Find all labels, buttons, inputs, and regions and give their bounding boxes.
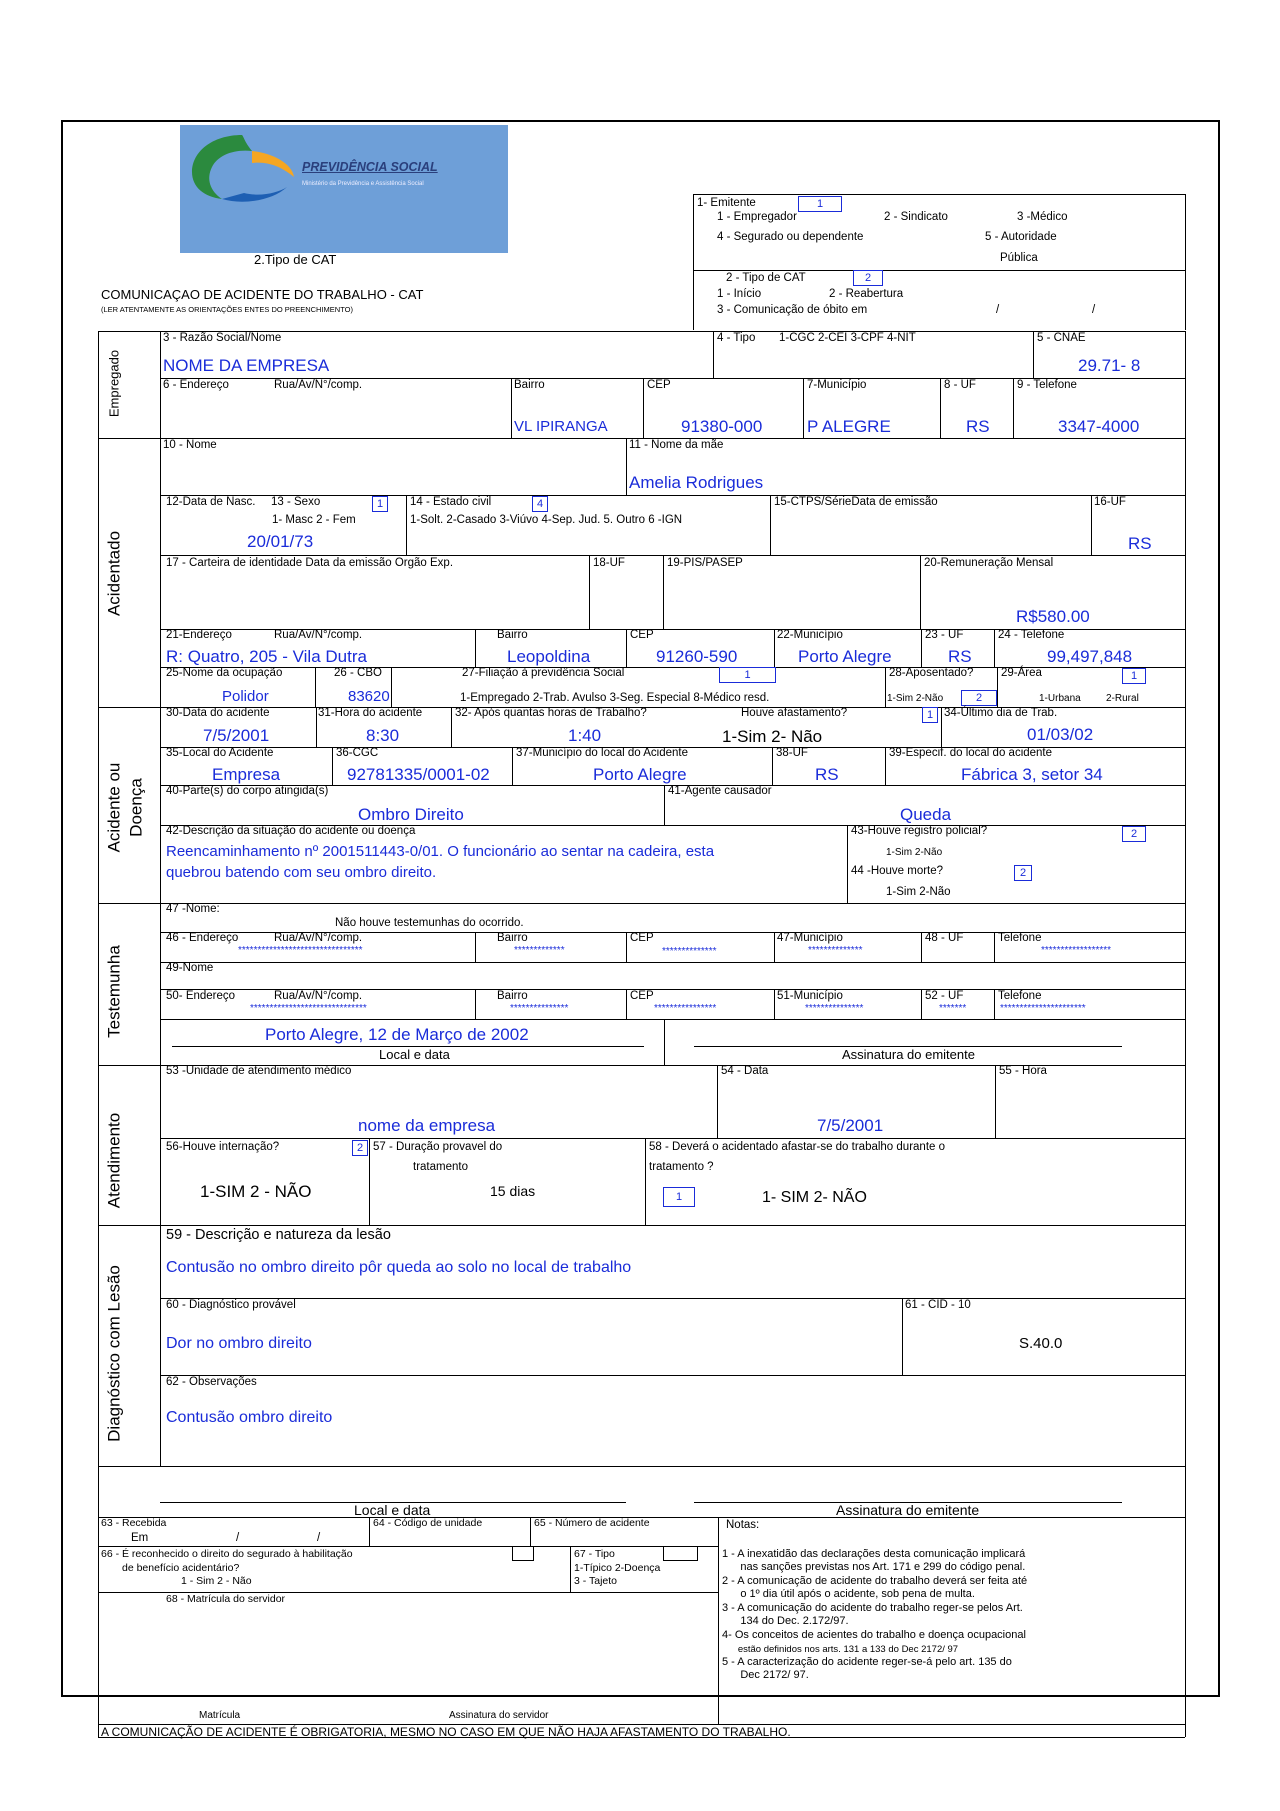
uf48-label: 48 - UF	[925, 932, 964, 944]
cgc36-value: 92781335/0001-02	[347, 765, 490, 784]
nome49-label: 49-Nome	[166, 962, 214, 974]
uf-label: 8 - UF	[944, 379, 976, 391]
ocup-value: Polidor	[222, 688, 269, 705]
ocup-label: 25-Nome da ocupação	[166, 667, 283, 679]
tipo-cat-sep2: /	[1092, 304, 1096, 316]
uf38-value: RS	[815, 765, 839, 784]
emitente-opt5: 5 - Autoridade	[985, 231, 1057, 243]
nota-4: 4- Os conceitos de acientes do trabalho e doença ocupacional	[722, 1629, 1026, 1641]
num65-label: 65 - Número de acidente	[534, 1517, 650, 1529]
apos-checkbox[interactable]: 2	[961, 690, 997, 706]
cbo-value: 83620	[348, 688, 390, 705]
end21-value: R: Quatro, 205 - Vila Dutra	[166, 647, 367, 666]
matricula68-label: 68 - Matrícula do servidor	[166, 1593, 286, 1605]
previdencia-logo	[180, 125, 508, 253]
cgc36-label: 36-CGC	[336, 747, 379, 759]
ident-label: 17 - Carteira de identidade Data da emissão Orgão Exp.	[166, 557, 454, 569]
rem-label: 20-Remuneração Mensal	[924, 557, 1054, 569]
lesao59-value: Contusão no ombro direito pôr queda ao solo no local de trabalho	[166, 1259, 632, 1276]
afast58-checkbox[interactable]: 1	[663, 1187, 695, 1207]
ultimo34-label: 34-Último dia de Trab.	[944, 707, 1058, 719]
afast58-label: 58 - Deverá o acidentado afastar-se do trabalho durante o	[649, 1141, 945, 1153]
afast33-options: 1-Sim 2- Não	[722, 727, 823, 746]
policial43-label: 43-Houve registro policial?	[851, 825, 988, 837]
mun47-value: **************	[808, 945, 863, 956]
filiacao-options: 1-Empregado 2-Trab. Avulso 3-Seg. Especial 8-Médico resd.	[460, 692, 770, 704]
mun37-value: Porto Alegre	[593, 765, 687, 784]
afast58-label2: tratamento ?	[649, 1161, 714, 1173]
logo-tagline: Ministério da Previdência e Assistência Social	[302, 181, 424, 187]
tipo-cat-heading: 2.Tipo de CAT	[254, 252, 337, 267]
mun37-label: 37-Município do local do Acidente	[516, 747, 688, 759]
emitente-label: 1- Emitente	[697, 197, 756, 209]
tipo-cat-opt3: 3 - Comunicação de óbito em	[717, 304, 868, 316]
bairro50-label: Bairro	[497, 990, 528, 1002]
local-data-label: Local e data	[379, 1047, 450, 1062]
cbo-label: 26 - CBO	[334, 667, 382, 679]
filiacao-checkbox[interactable]: 1	[719, 667, 776, 683]
cep50-value: ****************	[654, 1003, 717, 1014]
unidade53-value: nome da empresa	[358, 1116, 496, 1135]
mae-label: 11 - Nome da mãe	[629, 439, 724, 451]
area-opt2: 2-Rural	[1106, 693, 1139, 704]
uf16-value: RS	[1128, 534, 1152, 553]
bairro21-label: Bairro	[497, 629, 528, 641]
intern56-label: 56-Houve internação?	[166, 1141, 280, 1153]
mun51-value: ***************	[805, 1003, 864, 1014]
tipo-label: 4 - Tipo	[717, 332, 756, 344]
assin-label-1: Assinatura do emitente	[842, 1047, 975, 1062]
hora31-value: 8:30	[366, 726, 400, 745]
espec39-value: Fábrica 3, setor 34	[961, 765, 1103, 784]
local-data-value: Porto Alegre, 12 de Março de 2002	[265, 1025, 529, 1044]
notas-label: Notas:	[726, 1519, 760, 1531]
uf52-label: 52 - UF	[925, 990, 964, 1002]
cep21-label: CEP	[630, 629, 654, 641]
bairro-value: VL IPIRANGA	[514, 418, 608, 435]
area-opt1: 1-Urbana	[1039, 693, 1081, 704]
sexo-options: 1- Masc 2 - Fem	[272, 514, 356, 526]
mae-value: Amelia Rodrigues	[629, 473, 764, 492]
lesao59-label: 59 - Descrição e natureza da lesão	[166, 1227, 391, 1243]
agente41-label: 41-Agente causador	[668, 785, 772, 797]
razao-label: 3 - Razão Social/Nome	[163, 332, 282, 344]
section-acidente-line1: Acidente ou	[104, 762, 124, 853]
uf-value: RS	[966, 417, 990, 436]
filiacao-label: 27-Filiação à previdência Social	[462, 667, 625, 679]
logo-name: PREVIDÊNCIA SOCIAL	[302, 160, 438, 174]
local35-label: 35-Local do Acidente	[166, 747, 274, 759]
recebida63-sep1: /	[236, 1532, 240, 1544]
end50-value: ******************************	[250, 1003, 367, 1014]
rem-value: R$580.00	[1016, 607, 1090, 626]
tipo67-opt1: 1-Típico 2-Doença	[574, 1562, 661, 1574]
policial43-checkbox[interactable]: 2	[1122, 826, 1146, 842]
apos-options: 1-Sim 2-Não	[887, 693, 944, 704]
nome47-label: 47 -Nome:	[166, 903, 220, 915]
razao-value: NOME DA EMPRESA	[163, 356, 330, 375]
cid61-label: 61 - CID - 10	[905, 1299, 971, 1311]
local-data-label-2: Local e data	[354, 1502, 431, 1518]
emitente-opt5b: Pública	[1000, 252, 1038, 264]
espec39-label: 39-Especif. do local do acidente	[889, 747, 1053, 759]
emitente-opt2: 2 - Sindicato	[884, 211, 948, 223]
partes40-value: Ombro Direito	[358, 805, 464, 824]
recebida63-sep2: /	[317, 1532, 321, 1544]
nome-label: 10 - Nome	[163, 439, 217, 451]
tel50-value: **********************	[1000, 1003, 1086, 1014]
section-empregado: Empregado	[106, 349, 122, 418]
local35-value: Empresa	[212, 765, 281, 784]
section-testemunha: Testemunha	[104, 945, 124, 1038]
cep50-label: CEP	[630, 990, 654, 1002]
cep46-value: **************	[662, 946, 717, 957]
tipo-cat-opt1: 1 - Início	[717, 288, 762, 300]
ctps-label: 15-CTPS/SérieData de emissão	[774, 496, 938, 508]
intern56-options: 1-SIM 2 - NÃO	[200, 1182, 312, 1201]
nome47-value: Não houve testemunhas do ocorrido.	[335, 917, 524, 929]
dur57-label: 57 - Duração provavel do	[373, 1141, 503, 1153]
cid61-value: S.40.0	[1019, 1335, 1063, 1352]
mun-label: 7-Município	[807, 379, 867, 391]
emitente-opt4: 4 - Segurado ou dependente	[717, 231, 864, 243]
end-label: 6 - Endereço	[163, 379, 229, 391]
tel50-label: Telefone	[998, 990, 1042, 1002]
civil-checkbox[interactable]: 4	[532, 496, 548, 512]
desc42-label: 42-Descrição da situação do acidente ou doença	[166, 825, 416, 837]
bairro21-value: Leopoldina	[507, 647, 591, 666]
policial43-options: 1-Sim 2-Não	[886, 847, 943, 858]
sexo-label: 13 - Sexo	[271, 496, 321, 508]
tipo67-checkbox[interactable]	[663, 1546, 698, 1561]
apos32-value: 1:40	[568, 726, 602, 745]
cep46-label: CEP	[630, 932, 654, 944]
mun22-label: 22-Município	[777, 629, 843, 641]
mun22-value: Porto Alegre	[798, 647, 892, 666]
uf38-label: 38-UF	[776, 747, 808, 759]
assin-servidor-label: Assinatura do servidor	[449, 1710, 549, 1721]
mun-value: P ALEGRE	[807, 417, 891, 436]
emitente-opt3: 3 -Médico	[1017, 211, 1068, 223]
tel46-value: ******************	[1041, 945, 1112, 956]
ultimo34-value: 01/03/02	[1027, 725, 1094, 744]
dur57-value: 15 dias	[490, 1183, 536, 1199]
uf23-label: 23 - UF	[925, 629, 964, 641]
reconh66-checkbox[interactable]	[512, 1546, 534, 1561]
bairro50-value: ***************	[510, 1003, 569, 1014]
section-acidentado: Acidentado	[104, 530, 124, 617]
end46-value: ********************************	[238, 945, 363, 956]
agente41-value: Queda	[900, 805, 952, 824]
tel-label: 9 - Telefone	[1017, 379, 1077, 391]
dur57-label2: tratamento	[413, 1161, 468, 1173]
morte44-checkbox[interactable]: 2	[1014, 865, 1032, 881]
recebida63-label: 63 - Recebida	[101, 1517, 167, 1529]
afast33-checkbox[interactable]: 1	[922, 707, 938, 723]
end50-sub: Rua/Av/N°/comp.	[274, 990, 363, 1002]
apos32-label: 32- Após quantas horas de Trabalho?	[455, 707, 647, 719]
tel24-value: 99,497,848	[1047, 647, 1133, 666]
data30-value: 7/5/2001	[203, 726, 270, 745]
nota-3: 3 - A comunicação do acidente do trabalho reger-se pelos Art. 134 do Dec. 2.172/97.	[722, 1602, 1023, 1628]
apos-label: 28-Aposentado?	[889, 667, 974, 679]
data54-label: 54 - Data	[721, 1065, 769, 1077]
civil-options: 1-Solt. 2-Casado 3-Viúvo 4-Sep. Jud. 5. Outro 6 -IGN	[410, 514, 683, 526]
matricula-label: Matrícula	[199, 1710, 241, 1721]
data30-label: 30-Data do acidente	[166, 707, 270, 719]
bairro46-value: *************	[514, 945, 565, 956]
end21-label: 21-Endereço	[166, 629, 232, 641]
afast33-label: Houve afastamento?	[741, 707, 848, 719]
mun51-label: 51-Município	[777, 990, 843, 1002]
pis-label: 19-PIS/PASEP	[667, 557, 743, 569]
diag60-value: Dor no ombro direito	[166, 1335, 312, 1352]
hora31-label: 31-Hora do acidente	[318, 707, 423, 719]
reconh66-options: 1 - Sim 2 - Não	[181, 1575, 252, 1587]
partes40-label: 40-Parte(s) do corpo atingida(s)	[166, 785, 329, 797]
obs62-value: Contusão ombro direito	[166, 1409, 333, 1426]
cnae-value: 29.71- 8	[1078, 356, 1141, 375]
bottom-notice: A COMUNICAÇÃO DE ACIDENTE É OBRIGATORIA, MESMO NO CASO EM QUE NÃO HAJA AFASTAMENTO DO TRABALHO.	[101, 1725, 791, 1739]
nota-5: 5 - A caracterização do acidente reger-se-á pelo art. 135 do Dec 2172/ 97.	[722, 1656, 1012, 1682]
intern56-checkbox[interactable]: 2	[352, 1140, 368, 1156]
bairro46-label: Bairro	[497, 932, 528, 944]
cnae-label: 5 - CNAE	[1037, 332, 1086, 344]
nasc-label: 12-Data de Nasc.	[166, 496, 256, 508]
tel-value: 3347-4000	[1058, 417, 1140, 436]
logo-swoosh-icon	[182, 127, 302, 207]
tipo-cat-sep1: /	[996, 304, 1000, 316]
end21-sub: Rua/Av/N°/comp.	[274, 629, 363, 641]
cod64-label: 64 - Código de unidade	[373, 1517, 483, 1529]
hora55-label: 55 - Hora	[999, 1065, 1047, 1077]
desc42-line1: Reencaminhamento nº 2001511443-0/01. O funcionário ao sentar na cadeira, esta	[166, 843, 715, 860]
civil-label: 14 - Estado civil	[410, 496, 492, 508]
form-title: COMUNICAÇAO DE ACIDENTE DO TRABALHO - CAT	[101, 287, 424, 302]
uf52-value: *******	[939, 1003, 967, 1014]
tipo67-opt2: 3 - Tajeto	[574, 1575, 617, 1587]
tel24-label: 24 - Telefone	[998, 629, 1065, 641]
emitente-opt1: 1 - Empregador	[717, 211, 797, 223]
assin-label-2: Assinatura do emitente	[836, 1502, 980, 1518]
section-acidente-line2: Doença	[126, 778, 146, 837]
form-subtitle: (LER ATENTAMENTE AS ORIENTAÇÕES ENTES DO PREENCHIMENTO)	[101, 305, 353, 314]
uf18-label: 18-UF	[593, 557, 625, 569]
nota-1: 1 - A inexatidão das declarações desta comunicação implicará nas sanções previstas nos Art. 171 e 299 do código penal.	[722, 1548, 1026, 1574]
section-diagnostico: Diagnóstico com Lesão	[104, 1265, 124, 1442]
reconh66-label: 66 - É reconhecido o direito do segurado à habilitação	[101, 1548, 353, 1560]
morte44-options: 1-Sim 2-Não	[886, 886, 951, 898]
cep21-value: 91260-590	[656, 647, 738, 666]
end46-label: 46 - Endereço	[166, 932, 239, 944]
mun47-label: 47-Município	[777, 932, 843, 944]
tipo-cat-label: 2 - Tipo de CAT	[726, 272, 806, 284]
area-checkbox[interactable]: 1	[1122, 668, 1146, 684]
uf16-label: 16-UF	[1094, 496, 1126, 508]
unidade53-label: 53 -Unidade de atendimento médico	[166, 1065, 352, 1077]
nasc-value: 20/01/73	[247, 532, 314, 551]
nota-2: 2 - A comunicação de acidente do trabalho deverá ser feita até o 1º dia útil após o acidente, sob pena de multa.	[722, 1575, 1028, 1601]
end50-label: 50- Endereço	[166, 990, 236, 1002]
tipo67-label: 67 - Tipo	[574, 1548, 615, 1560]
nota-4b: estão definidos nos arts. 131 a 133 do Dec 2172/ 97	[722, 1644, 959, 1655]
desc42-line2: quebrou batendo com seu ombro direito.	[166, 864, 437, 881]
data54-value: 7/5/2001	[817, 1116, 884, 1135]
end-sub: Rua/Av/N°/comp.	[274, 379, 363, 391]
cep-label: CEP	[647, 379, 671, 391]
tipo-options: 1-CGC 2-CEI 3-CPF 4-NIT	[779, 332, 916, 344]
uf23-value: RS	[948, 647, 972, 666]
tipo-cat-checkbox[interactable]: 2	[853, 270, 883, 286]
bairro-label: Bairro	[514, 379, 545, 391]
sexo-checkbox[interactable]: 1	[372, 496, 388, 512]
cep-value: 91380-000	[681, 417, 763, 436]
reconh66-label2: de benefício acidentário?	[122, 1562, 240, 1574]
diag60-label: 60 - Diagnóstico provável	[166, 1299, 296, 1311]
emitente-checkbox[interactable]: 1	[798, 196, 842, 212]
afast58-options: 1- SIM 2- NÃO	[762, 1189, 867, 1206]
recebida63-em: Em	[131, 1532, 149, 1544]
obs62-label: 62 - Observações	[166, 1376, 257, 1388]
section-atendimento: Atendimento	[104, 1112, 124, 1209]
tipo-cat-opt2: 2 - Reabertura	[829, 288, 904, 300]
end46-sub: Rua/Av/N°/comp.	[274, 932, 363, 944]
morte44-label: 44 -Houve morte?	[851, 865, 944, 877]
tel46-label: Telefone	[998, 932, 1042, 944]
area-label: 29-Área	[1001, 667, 1042, 679]
